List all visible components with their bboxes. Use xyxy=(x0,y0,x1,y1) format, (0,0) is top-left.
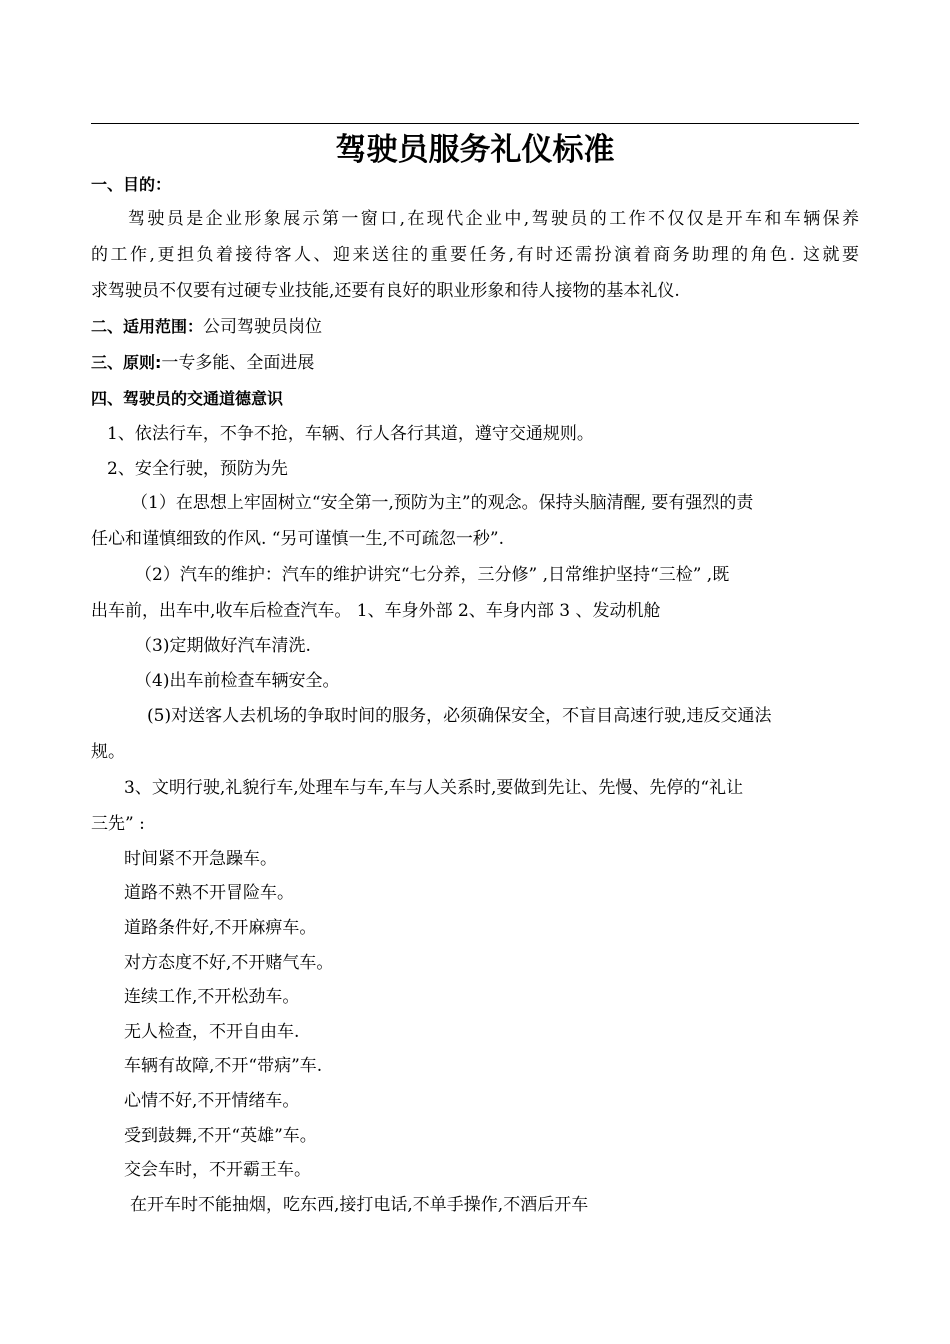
document-line-i2-5a xyxy=(147,704,771,728)
document-line-r9 xyxy=(124,1124,317,1148)
line-text: 受到鼓舞,不开“英雄”车。 xyxy=(124,1126,317,1146)
document-line-sec2 xyxy=(91,315,322,339)
section-heading: 二、适用范围： xyxy=(91,317,204,336)
document-line-p1b xyxy=(91,243,859,267)
line-text: （2）汽车的维护：汽车的维护讲究“七分养，三分修” ,日常维护坚持“三检” ,既 xyxy=(135,565,730,585)
document-line-r8 xyxy=(124,1089,299,1113)
line-text: 2、安全行驶，预防为先 xyxy=(107,459,288,479)
document-line-i1 xyxy=(107,422,594,446)
document-line-r1 xyxy=(124,847,277,871)
document-line-r11 xyxy=(130,1193,588,1217)
line-text: 对方态度不好,不开赌气车。 xyxy=(124,953,334,973)
line-text: 道路不熟不开冒险车。 xyxy=(124,883,294,903)
line-text: 一专多能、全面进展 xyxy=(161,353,315,373)
line-text: 无人检查，不开自由车. xyxy=(124,1022,300,1042)
line-text: （3)定期做好汽车清洗. xyxy=(135,636,311,656)
document-line-i2-2b xyxy=(91,599,660,623)
line-text: 连续工作,不开松劲车。 xyxy=(124,987,300,1007)
line-text: (5)对送客人去机场的争取时间的服务，必须确保安全，不盲目高速行驶,违反交通法 xyxy=(147,706,772,726)
line-text: 交会车时，不开霸王车。 xyxy=(124,1160,311,1180)
document-line-p1a xyxy=(128,207,859,231)
document-line-sec1 xyxy=(91,173,171,197)
line-text: 心情不好,不开情绪车。 xyxy=(124,1091,300,1111)
document-line-i2-1a xyxy=(131,491,753,515)
line-text: 道路条件好,不开麻痹车。 xyxy=(124,918,317,938)
line-text: （1）在思想上牢固树立“安全第一,预防为主”的观念。保持头脑清醒, 要有强烈的责 xyxy=(131,493,754,513)
document-line-r10 xyxy=(124,1158,311,1182)
line-text: 求驾驶员不仅要有过硬专业技能,还要有良好的职业形象和待人接物的基本礼仪. xyxy=(91,281,680,301)
line-text: 3、文明行驶,礼貌行车,处理车与车,车与人关系时,要做到先让、先慢、先停的“礼让 xyxy=(124,778,744,798)
document-line-i3b xyxy=(91,812,145,836)
document-line-r2 xyxy=(124,881,294,905)
document-line-i2-4 xyxy=(135,669,339,693)
document-line-r5 xyxy=(124,985,299,1009)
line-text: 出车前，出车中,收车后检查汽车。 1、车身外部 2、车身内部 3 、发动机舱 xyxy=(91,601,661,621)
document-line-i2-5b xyxy=(91,740,125,764)
document-line-p1c xyxy=(91,279,680,303)
line-text: 在开车时不能抽烟，吃东西,接打电话,不单手操作,不酒后开车 xyxy=(130,1195,589,1215)
document-line-i2-3 xyxy=(135,634,311,658)
line-text: 1、依法行车，不争不抢，车辆、行人各行其道，遵守交通规则。 xyxy=(107,424,594,444)
section-heading: 一、目的： xyxy=(91,175,172,194)
document-line-r7 xyxy=(124,1054,322,1078)
line-text: 驾驶员是企业形象展示第一窗口,在现代企业中,驾驶员的工作不仅仅是开车和车辆保养 xyxy=(128,209,859,229)
line-text: 时间紧不开急躁车。 xyxy=(124,849,277,869)
document-line-r6 xyxy=(124,1020,299,1044)
document-line-sec4 xyxy=(91,387,283,411)
document-line-i2 xyxy=(107,457,288,481)
line-text: 任心和谨慎细致的作风. “另可谨慎一生,不可疏忽一秒”. xyxy=(91,529,504,549)
document-line-i3a xyxy=(124,776,743,800)
line-text: 车辆有故障,不开“带病”车. xyxy=(124,1056,323,1076)
document-line-r3 xyxy=(124,916,316,940)
line-text: 的工作,更担负着接待客人、迎来送往的重要任务,有时还需扮演着商务助理的角色. 这就要 xyxy=(91,245,859,265)
document-line-sec3 xyxy=(91,351,314,375)
page-title: 驾驶员服务礼仪标准 xyxy=(335,132,615,168)
line-text: 三先” : xyxy=(91,814,145,834)
document-line-i2-2a xyxy=(135,563,729,587)
line-text: 规。 xyxy=(91,742,125,762)
line-text: （4)出车前检查车辆安全。 xyxy=(135,671,340,691)
section-heading: 四、驾驶员的交通道德意识 xyxy=(91,389,284,408)
document-line-i2-1b xyxy=(91,527,504,551)
header-rule xyxy=(91,123,859,124)
line-text: 公司驾驶员岗位 xyxy=(203,317,323,337)
section-heading: 三、原则: xyxy=(91,353,162,372)
document-line-r4 xyxy=(124,951,333,975)
